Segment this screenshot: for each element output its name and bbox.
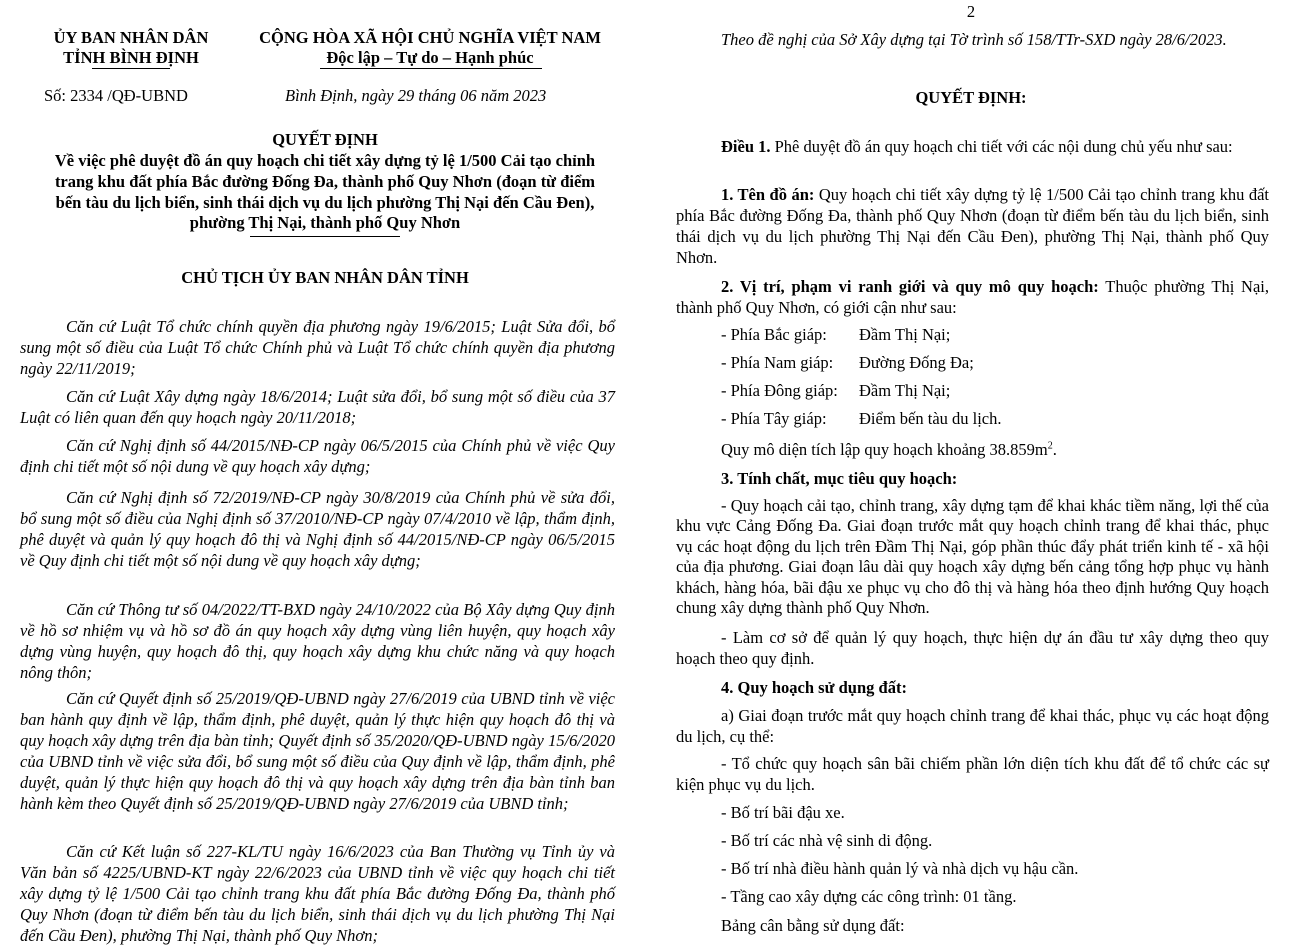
section-2-text: Thuộc phường Thị Nại, thành phố Quy Nhơn, có giới cận như sau: [676, 277, 1270, 317]
subject-line-3: bến tàu du lịch biển, sinh thái dịch vụ du lịch phường Thị Nại đến Cầu Đen), [55, 193, 595, 212]
section-4-label: 4. Quy hoạch sử dụng đất: [721, 678, 907, 697]
basis-5: Căn cứ Thông tư số 04/2022/TT-BXD ngày 24/10/2022 của Bộ Xây dựng Quy định về hồ sơ nhiệm vụ và hồ sơ đồ án quy hoạch xây dựng vùng liên huyện, quy hoạch xây dựng vùng huyện, quy hoạch đô thị, quy hoạch xây dựng khu chức năng và quy hoạch nông thôn; [20, 600, 615, 682]
section-4-b4: - Bố trí nhà điều hành quản lý và nhà dịch vụ hậu cần. [721, 859, 1079, 878]
section-4-b5: - Tầng cao xây dựng các công trình: 01 tầng. [721, 887, 1017, 906]
authority: CHỦ TỊCH ỦY BAN NHÂN DÂN TỈNH [181, 268, 469, 287]
decides-heading: QUYẾT ĐỊNH: [915, 88, 1027, 107]
page-left [0, 0, 650, 948]
land-balance-table-title: Bảng cân bằng sử dụng đất: [721, 916, 905, 935]
basis-6: Căn cứ Quyết định số 25/2019/QĐ-UBND ngày 27/6/2019 của UBND tỉnh về việc ban hành quy định về lập, thẩm định, phê duyệt, quản lý thực hiện quy hoạch đô thị và quy hoạch xây dựng trên địa bàn tỉnh; Quyết định số 35/2020/QĐ-UBND ngày 15/6/2020 của UBND tỉnh về việc sửa đổi, bổ sung một số điều của Quy định về lập, thẩm định, phê duyệt, quản lý thực hiện quy hoạch đô thị và quy hoạch xây dựng trên địa bàn tỉnh ban hành kèm theo Quyết định số 25/2019/QĐ-UBND ngày 27/6/2019 của UBND tỉnh; [20, 689, 615, 813]
article-1 [676, 136, 1269, 157]
section-3-para-2: - Làm cơ sở để quản lý quy hoạch, thực hiện dự án đầu tư xây dựng theo quy hoạch theo quy định. [676, 628, 1269, 668]
basis-4: Căn cứ Nghị định số 72/2019/NĐ-CP ngày 30/8/2019 của Chính phủ về sửa đổi, bổ sung một số điều của Nghị định số 37/2010/NĐ-CP ngày 07/4/2010 về lập, thẩm định, phê duyệt và quản lý quy hoạch đô thị và Nghị định số 44/2015/NĐ-CP ngày 06/5/2015 về Quy định chi tiết một số nội dung về quy hoạch xây dựng; [20, 488, 615, 570]
doc-number: Số: 2334 /QĐ-UBND [44, 86, 188, 105]
section-3-label: 3. Tính chất, mục tiêu quy hoạch: [721, 469, 958, 488]
subject-line-4: phường Thị Nại, thành phố Quy Nhơn [189, 213, 461, 232]
place-date: Bình Định, ngày 29 tháng 06 năm 2023 [285, 86, 547, 105]
page-number: 2 [966, 2, 976, 21]
subject-line-2: trang khu đất phía Bắc đường Đống Đa, thành phố Quy Nhơn (đoạn từ điểm [54, 172, 596, 191]
section-1-label: 1. Tên đồ án: [721, 185, 815, 204]
article-1-text: Phê duyệt đồ án quy hoạch chi tiết với các nội dung chủ yếu như sau: [770, 137, 1233, 156]
boundary-east: - Phía Đông giáp: Đầm Thị Nại; [721, 381, 951, 400]
motto-underline [320, 68, 542, 69]
basis-1: Căn cứ Luật Tổ chức chính quyền địa phương ngày 19/6/2015; Luật Sửa đổi, bổ sung một số điều của Luật Tổ chức Chính phủ và Luật Tổ chức chính quyền địa phương ngày 22/11/2019; [20, 317, 615, 378]
agency-line1: ỦY BAN NHÂN DÂN [53, 28, 209, 47]
basis-2: Căn cứ Luật Xây dựng ngày 18/6/2014; Luật sửa đổi, bổ sung một số điều của 37 Luật có liên quan đến quy hoạch ngày 20/11/2018; [20, 387, 615, 427]
article-1-label: Điều 1. [721, 137, 771, 156]
doc-type: QUYẾT ĐỊNH [272, 130, 378, 149]
section-2-label: 2. Vị trí, phạm vi ranh giới và quy mô quy hoạch: [721, 277, 1099, 296]
scale-text: Quy mô diện tích lập quy hoạch khoảng $38.859m^2$. [721, 440, 1057, 459]
proposal: Theo đề nghị của Sở Xây dựng tại Tờ trình số 158/TTr-SXD ngày 28/6/2023. [721, 30, 1227, 49]
section-2 [676, 276, 1269, 318]
agency-underline [92, 68, 170, 69]
section-4-b1: - Tổ chức quy hoạch sân bãi chiếm phần lớn diện tích khu đất để tổ chức các sự kiện phục vụ du lịch. [676, 754, 1269, 794]
subject-underline [250, 236, 400, 237]
boundary-north: - Phía Bắc giáp: Đầm Thị Nại; [721, 325, 951, 344]
section-3-para-1: - Quy hoạch cải tạo, chỉnh trang, xây dựng tạm để khai khác tiềm năng, lợi thế của khu vực Cảng Đống Đa. Giai đoạn trước mắt quy hoạch chỉnh trang để khai thác, phục vụ các hoạt động du lịch trên Đầm Thị Nại, góp phần thúc đẩy phát triển kinh tế - xã hội của địa phương. Giai đoạn lâu dài quy hoạch xây dựng bến cảng tổng hợp phục vụ hành khách, hàng hóa, bãi đậu xe phục vụ cho đô thị và hàng hóa theo định hướng Quy hoạch chung xây dựng thành phố Quy Nhơn. [676, 496, 1269, 618]
basis-7: Căn cứ Kết luận số 227-KL/TU ngày 16/6/2023 của Ban Thường vụ Tỉnh ủy và Văn bản số 4225/UBND-KT ngày 22/6/2023 của UBND tỉnh về việc quy hoạch chi tiết xây dựng tỷ lệ 1/500 Cải tạo chỉnh trang khu đất phía Bắc đường Đống Đa, thành phố Quy Nhơn (đoạn từ điểm bến tàu du lịch biển, sinh thái dịch vụ du lịch phường Thị Nại đến Cầu Đen), phường Thị Nại, thành phố Quy Nhơn; [20, 842, 615, 945]
boundary-south: - Phía Nam giáp: Đường Đống Đa; [721, 353, 974, 372]
section-1 [676, 184, 1269, 268]
boundary-west: - Phía Tây giáp: Điểm bến tàu du lịch. [721, 409, 1002, 428]
basis-3: Căn cứ Nghị định số 44/2015/NĐ-CP ngày 06/5/2015 của Chính phủ về việc Quy định chi tiết một số nội dung về quy hoạch xây dựng; [20, 436, 615, 476]
motto-line2: Độc lập – Tự do – Hạnh phúc [326, 48, 534, 67]
section-4-a: a) Giai đoạn trước mắt quy hoạch chỉnh trang để khai thác, phục vụ các hoạt động du lịch, cụ thể: [676, 706, 1269, 746]
page-right [656, 0, 1303, 948]
motto-line1: CỘNG HÒA XÃ HỘI CHỦ NGHĨA VIỆT NAM [259, 28, 601, 47]
agency-line2: TỈNH BÌNH ĐỊNH [63, 48, 199, 67]
subject-line-1: Về việc phê duyệt đồ án quy hoạch chi tiết xây dựng tỷ lệ 1/500 Cải tạo chỉnh [54, 151, 596, 170]
section-4-b2: - Bố trí bãi đậu xe. [721, 803, 845, 822]
section-1-text: Quy hoạch chi tiết xây dựng tỷ lệ 1/500 Cải tạo chỉnh trang khu đất phía Bắc đường Đống Đa, thành phố Quy Nhơn (đoạn từ điểm bến tàu du lịch biển, sinh thái dịch vụ du lịch phường Thị Nại đến Cầu Đen), phường Thị Nại, thành phố Quy Nhơn. [676, 185, 1269, 267]
section-4-b3: - Bố trí các nhà vệ sinh di động. [721, 831, 933, 850]
